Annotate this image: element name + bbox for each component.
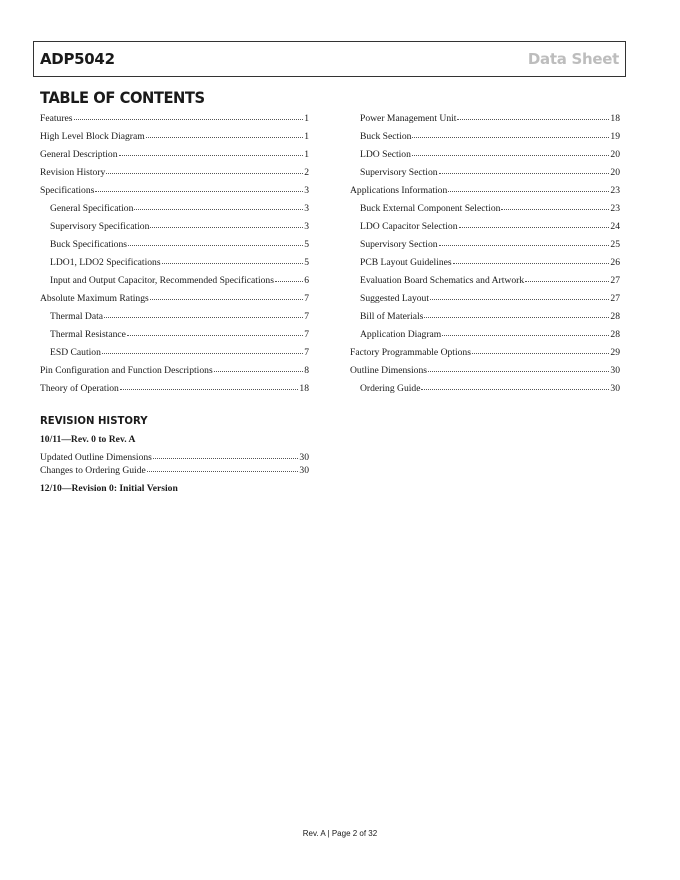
toc-entry[interactable] [40, 164, 309, 182]
toc-entry-title: Absolute Maximum Ratings [40, 293, 149, 304]
toc-entry[interactable] [350, 200, 620, 218]
toc-entry-page: 27 [610, 275, 620, 286]
dot-leader [457, 117, 609, 120]
toc-entry-page: 23 [610, 185, 620, 196]
toc-entry-page: 3 [304, 203, 309, 214]
toc-entry-page: 18 [610, 113, 620, 124]
toc-entry[interactable] [40, 290, 309, 308]
toc-entry-title: LDO Capacitor Selection [360, 221, 458, 232]
toc-entry[interactable] [40, 128, 309, 146]
toc-entry[interactable] [40, 182, 309, 200]
dot-leader [453, 261, 610, 264]
toc-entry-title: Factory Programmable Options [350, 347, 471, 358]
toc-entry-title: Suggested Layout [360, 293, 430, 304]
revision-a-section [40, 433, 309, 477]
toc-entry-title: Theory of Operation [40, 383, 119, 394]
toc-entry[interactable] [40, 344, 309, 362]
toc-entry-page: 3 [304, 221, 309, 232]
toc-entry-page: 18 [299, 383, 309, 394]
toc-entry-title: Power Management Unit [360, 113, 457, 124]
revision-item-text: Changes to Ordering Guide [40, 465, 146, 476]
toc-entry[interactable] [350, 362, 620, 380]
dot-leader [275, 279, 303, 282]
toc-entry-page: 20 [610, 167, 620, 178]
toc-entry[interactable] [350, 272, 620, 290]
dot-leader [448, 189, 609, 192]
toc-entry-title: LDO1, LDO2 Specifications [50, 257, 161, 268]
revision-history-title: REVISION HISTORY [40, 414, 148, 427]
toc-entry-page: 19 [610, 131, 620, 142]
toc-entry-title: Pin Configuration and Function Descriptions [40, 365, 213, 376]
revision-item[interactable] [40, 451, 309, 464]
toc-entry-page: 7 [304, 347, 309, 358]
toc-entry-title: Thermal Data [50, 311, 104, 322]
toc-entry-page: 24 [610, 221, 620, 232]
toc-entry[interactable] [40, 146, 309, 164]
toc-entry-page: 6 [304, 275, 309, 286]
toc-entry-title: General Specification [50, 203, 134, 214]
toc-entry[interactable] [350, 236, 620, 254]
dot-leader [102, 351, 303, 354]
dot-leader [134, 207, 303, 210]
toc-entry-title: Supervisory Specification [50, 221, 150, 232]
dot-leader [106, 171, 303, 174]
revision-item-page: 30 [299, 452, 309, 463]
dot-leader [421, 387, 609, 390]
dot-leader [214, 369, 304, 372]
toc-entry-title: Thermal Resistance [50, 329, 126, 340]
toc-entry[interactable] [350, 344, 620, 362]
toc-entry-title: Buck External Component Selection [360, 203, 501, 214]
toc-entry-title: General Description [40, 149, 118, 160]
toc-entry-page: 29 [610, 347, 620, 358]
toc-entry-page: 28 [610, 329, 620, 340]
toc-entry-title: PCB Layout Guidelines [360, 257, 452, 268]
toc-entry[interactable] [350, 164, 620, 182]
toc-entry[interactable] [350, 290, 620, 308]
dot-leader [119, 153, 304, 156]
toc-entry[interactable] [40, 236, 309, 254]
dot-leader [74, 117, 304, 120]
dot-leader [127, 333, 303, 336]
toc-entry-page: 23 [610, 203, 620, 214]
toc-entry-title: Bill of Materials [360, 311, 424, 322]
toc-entry-title: Buck Section [360, 131, 412, 142]
toc-entry-title: Supervisory Section [360, 167, 438, 178]
toc-entry-page: 8 [304, 365, 309, 376]
dot-leader [146, 135, 304, 138]
toc-entry-page: 25 [610, 239, 620, 250]
dot-leader [442, 333, 609, 336]
toc-entry-title: ESD Caution [50, 347, 101, 358]
toc-entry-page: 7 [304, 311, 309, 322]
dot-leader [428, 369, 609, 372]
toc-entry[interactable] [350, 308, 620, 326]
revision-a-heading: 10/11—Rev. 0 to Rev. A [40, 434, 136, 445]
toc-left-column [40, 110, 309, 398]
revision-item[interactable] [40, 464, 309, 477]
dot-leader [525, 279, 609, 282]
toc-entry-page: 30 [610, 365, 620, 376]
dot-leader [153, 458, 298, 459]
toc-entry-title: Buck Specifications [50, 239, 127, 250]
dot-leader [439, 243, 610, 246]
revision-0-heading: 12/10—Revision 0: Initial Version [40, 483, 178, 494]
toc-entry-page: 1 [304, 131, 309, 142]
toc-entry-title: Applications Information [350, 185, 448, 196]
toc-entry-page: 2 [304, 167, 309, 178]
toc-title: TABLE OF CONTENTS [40, 88, 205, 107]
page-footer: Rev. A | Page 2 of 32 [302, 829, 378, 838]
toc-entry[interactable] [40, 326, 309, 344]
toc-entry-page: 1 [304, 149, 309, 160]
toc-entry-page: 5 [304, 239, 309, 250]
toc-entry[interactable] [350, 254, 620, 272]
toc-entry[interactable] [350, 128, 620, 146]
toc-entry-title: Outline Dimensions [350, 365, 428, 376]
dot-leader [412, 135, 609, 138]
dot-leader [147, 471, 299, 472]
toc-entry[interactable] [40, 218, 309, 236]
dot-leader [95, 189, 303, 192]
dot-leader [150, 297, 303, 300]
toc-entry-page: 30 [610, 383, 620, 394]
toc-entry[interactable] [350, 218, 620, 236]
document-type: Data Sheet [527, 50, 619, 68]
toc-entry[interactable] [350, 146, 620, 164]
toc-entry[interactable] [350, 110, 620, 128]
dot-leader [424, 315, 609, 318]
dot-leader [162, 261, 304, 264]
toc-entry[interactable] [40, 110, 309, 128]
toc-entry-page: 26 [610, 257, 620, 268]
toc-entry[interactable] [40, 362, 309, 380]
toc-entry-page: 27 [610, 293, 620, 304]
toc-entry[interactable] [350, 380, 620, 398]
toc-entry-title: Input and Output Capacitor, Recommended Specifications [50, 275, 274, 286]
dot-leader [501, 207, 609, 210]
toc-entry-page: 7 [304, 329, 309, 340]
toc-entry[interactable] [40, 308, 309, 326]
page-header [33, 41, 626, 77]
dot-leader [104, 315, 303, 318]
revision-0-section [40, 482, 309, 496]
dot-leader [439, 171, 610, 174]
toc-entry-page: 7 [304, 293, 309, 304]
toc-entry-page: 28 [610, 311, 620, 322]
toc-entry-title: Specifications [40, 185, 95, 196]
toc-entry[interactable] [40, 200, 309, 218]
toc-entry-title: Evaluation Board Schematics and Artwork [360, 275, 525, 286]
dot-leader [412, 153, 610, 156]
toc-entry-page: 1 [304, 113, 309, 124]
toc-entry[interactable] [350, 182, 620, 200]
toc-entry[interactable] [40, 254, 309, 272]
toc-entry-title: Ordering Guide [360, 383, 421, 394]
toc-entry-title: LDO Section [360, 149, 411, 160]
toc-entry-title: Revision History [40, 167, 106, 178]
revision-item-text: Updated Outline Dimensions [40, 452, 152, 463]
toc-entry-page: 20 [610, 149, 620, 160]
toc-right-column [350, 110, 620, 398]
toc-entry[interactable] [40, 272, 309, 290]
toc-entry-title: Supervisory Section [360, 239, 438, 250]
dot-leader [472, 351, 609, 354]
product-name: ADP5042 [40, 50, 115, 68]
dot-leader [459, 225, 610, 228]
revision-item-page: 30 [299, 465, 309, 476]
toc-entry[interactable] [350, 326, 620, 344]
toc-entry-page: 3 [304, 185, 309, 196]
toc-entry-page: 5 [304, 257, 309, 268]
dot-leader [128, 243, 303, 246]
toc-entry-title: High Level Block Diagram [40, 131, 145, 142]
toc-entry-title: Application Diagram [360, 329, 442, 340]
dot-leader [430, 297, 609, 300]
dot-leader [120, 387, 299, 390]
toc-entry[interactable] [40, 380, 309, 398]
toc-entry-title: Features [40, 113, 73, 124]
dot-leader [150, 225, 303, 228]
